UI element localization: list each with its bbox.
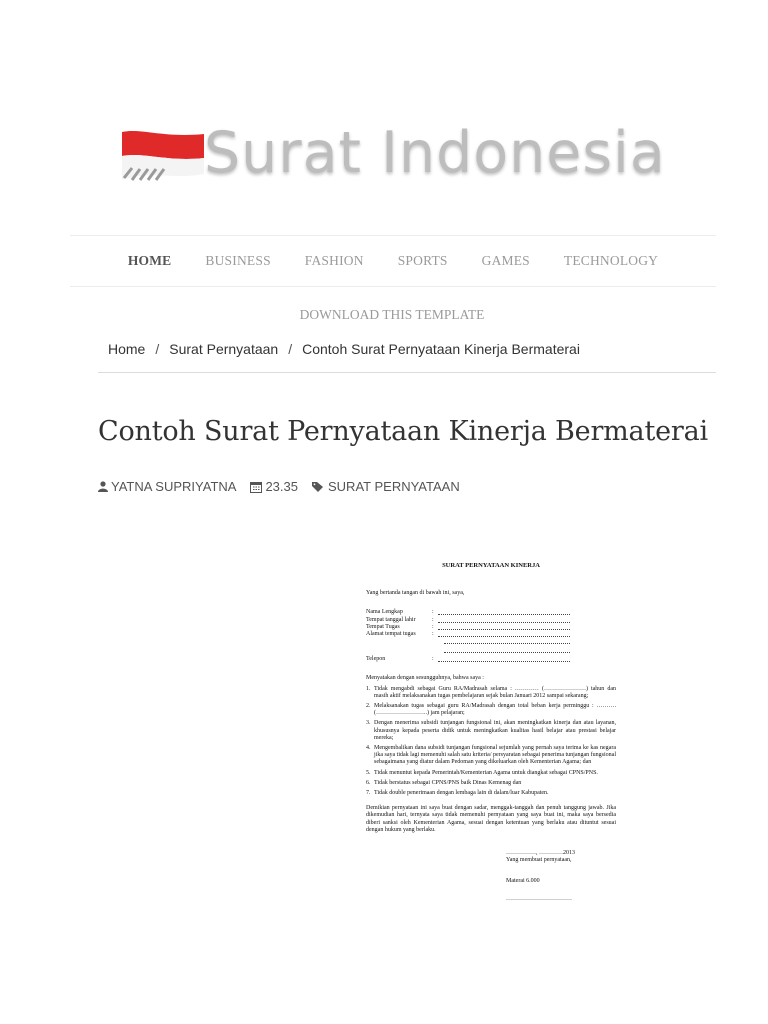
document-field-row: Telepon : (366, 656, 616, 663)
document-signer-label: Yang membuat pernyataan, (506, 857, 572, 864)
document-dotted-line (444, 647, 570, 653)
post-author-name: YATNA SUPRIYATNA (111, 479, 237, 494)
post-time[interactable] (250, 479, 298, 494)
document-list-item: 4. Mengembalikan dana subsidi tunjangan fungsional sejumlah yang pernah saya terima ke kas negara jika saya tidak lagi memenuhi salah satu kriteria/ persyaratan sebagai penerima tunjangan fungsional sebagaimana yang diatur dalam Pedoman yang dikeluarkan oleh Kementerian Agama; dan (366, 745, 616, 766)
document-place-date: ……………, …………2013 (506, 850, 575, 857)
nav-item-home[interactable]: HOME (127, 253, 172, 268)
document-list-item: 3. Dengan menerima subsidi tunjangan fungsional ini, akan meningkatkan kinerja dan atau layanan, khususnya kepada peserta didik untuk meningkatkan kualitas hasil belajar atau prestasi belajar mereka; (366, 720, 616, 741)
nav-item-technology[interactable]: TECHNOLOGY (563, 253, 659, 268)
nav-item-business[interactable]: BUSINESS (205, 253, 271, 268)
post-time-value: 23.35 (265, 479, 298, 494)
flag-logo-icon (122, 130, 204, 184)
document-closing: Demikian pernyataan ini saya buat dengan sadar, menggak-tanggah dan penuh tanggung jawab. Jika dikemudian hari, ternyata saya tidak memenuhi pernyataan yang saya buat ini, maka saya bersedia diberi sanksi oleh Kementerian Agama, sesuai dengan ketentuan yang berlaku atau dituntut sesuai dengan hukum yang berlaku. (366, 805, 616, 833)
nav-item-sports[interactable]: SPORTS (397, 253, 448, 268)
document-list-item: 5. Tidak menuntut kepada Pemerintah/Kementerian Agama untuk diangkat sebagai CPNS/PNS. (366, 769, 598, 776)
main-nav (70, 236, 716, 286)
document-signature-block (506, 850, 616, 903)
breadcrumb-separator: / (155, 341, 160, 357)
document-list-item: 7. Tidak double penerimaan dengan lembaga lain di dalam/luar Kabupaten. (366, 790, 549, 797)
letter-document-image (366, 554, 616, 964)
site-logo[interactable] (122, 120, 672, 188)
logo-text: Surat Indonesia (204, 120, 666, 186)
document-field-row: Nama Lengkap : (366, 609, 616, 616)
post-author[interactable] (98, 479, 236, 494)
document-field-row: Tempat Tugas : (366, 624, 616, 631)
document-statement: Menyatakan dengan sesungguhnya, bahwa saya : (366, 675, 484, 682)
document-list (366, 686, 616, 798)
post-title: Contoh Surat Pernyataan Kinerja Bermaterai (98, 416, 708, 447)
breadcrumb-separator: / (288, 341, 293, 357)
nav-bottom-divider (70, 286, 716, 287)
post-meta (98, 479, 474, 494)
document-list-item: 1. Tidak mengabdi sebagai Guru RA/Madrasah selama : ………… (…………………) tahun dan masih aktif melaksanakan tugas pembelajaran sejak bulan Januari 2012 sampai sekarang; (366, 685, 616, 699)
document-fields (366, 609, 616, 663)
post-category[interactable] (312, 479, 460, 494)
calendar-icon (250, 481, 262, 493)
document-list-item: 2. Melaksanakan tugas sebagai guru RA/Madrasah dengan total beban kerja perminggu : ………. (……………………..) jam pelajaran; (366, 703, 616, 717)
breadcrumb-home-link[interactable]: Home (108, 341, 146, 357)
document-field-row: Alamat tempat tugas : (366, 631, 616, 638)
document-title: SURAT PERNYATAAN KINERJA (442, 562, 540, 569)
document-signature-line: …………………………… (506, 895, 572, 902)
document-list-item: 6. Tidak berstatus sebagai CPNS/PNS baik Dinas Kemenag dan (366, 779, 522, 786)
nav-item-fashion[interactable]: FASHION (304, 253, 364, 268)
document-stamp: Materai 6.000 (506, 878, 540, 885)
breadcrumb-divider (98, 372, 716, 373)
user-icon (98, 481, 108, 492)
document-dotted-line (444, 638, 570, 644)
nav-item-games[interactable]: GAMES (481, 253, 530, 268)
breadcrumb-category-link[interactable]: Surat Pernyataan (169, 341, 279, 357)
document-intro: Yang bertanda tangan di bawah ini, saya, (366, 590, 465, 597)
tag-icon (312, 481, 325, 492)
post-category-name: SURAT PERNYATAAN (328, 479, 460, 494)
document-field-row: Tempat tanggal lahir : (366, 617, 616, 624)
breadcrumb-current: Contoh Surat Pernyataan Kinerja Bermaterai (302, 341, 580, 357)
breadcrumb (108, 341, 580, 357)
nav-item-download-template[interactable]: DOWNLOAD THIS TEMPLATE (299, 307, 485, 322)
